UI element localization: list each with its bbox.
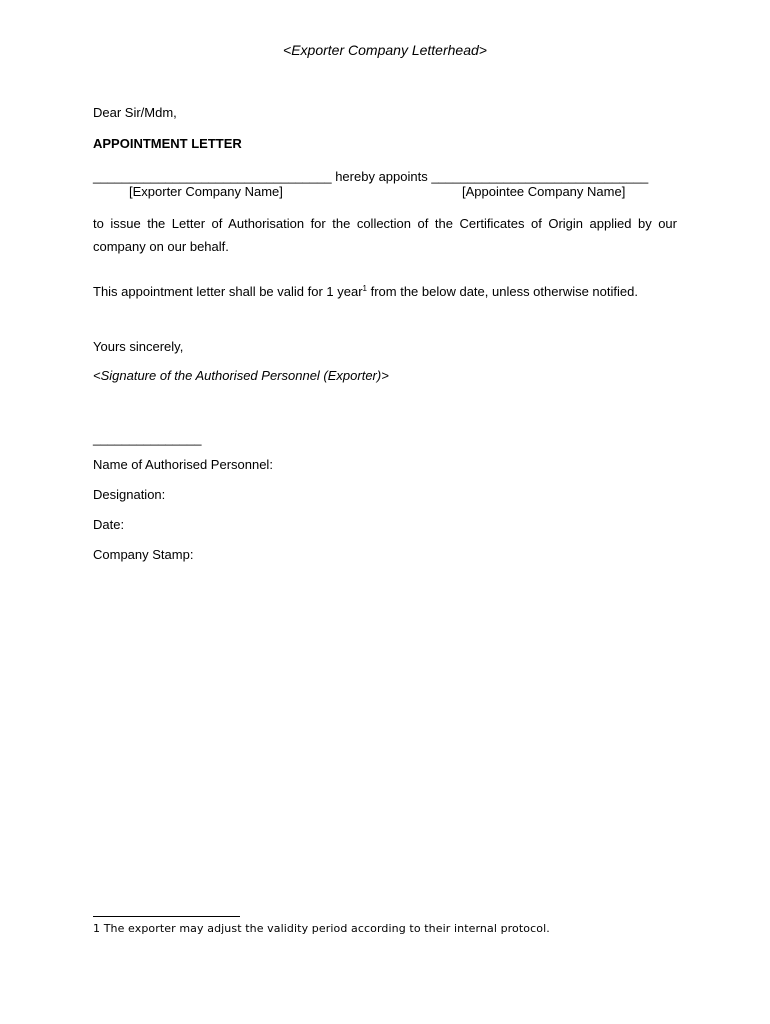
signature-line: _______________ xyxy=(93,431,202,446)
letter-heading: APPOINTMENT LETTER xyxy=(93,136,242,151)
validity-text-after: from the below date, unless otherwise notified. xyxy=(366,284,638,299)
closing: Yours sincerely, xyxy=(93,339,184,354)
field-designation-label: Designation: xyxy=(93,487,166,502)
field-name-label: Name of Authorised Personnel: xyxy=(93,457,273,472)
exporter-name-label: [Exporter Company Name] xyxy=(129,184,283,199)
appointee-name-blank: ______________________________ xyxy=(431,169,649,184)
field-date-label: Date: xyxy=(93,517,125,532)
validity-text-before: This appointment letter shall be valid for 1 year xyxy=(93,284,363,299)
appointment-line xyxy=(93,169,648,184)
footnote-reference: 1 xyxy=(362,284,367,293)
body-paragraph: to issue the Letter of Authorisation for the collection of the Certificates of Origin applied by our company on our behalf. xyxy=(93,216,677,254)
field-company-stamp-label: Company Stamp: xyxy=(93,547,194,562)
signature-placeholder: <Signature of the Authorised Personnel (Exporter)> xyxy=(93,368,389,383)
appointment-connector: hereby appoints xyxy=(331,169,432,184)
validity-sentence xyxy=(93,284,638,299)
exporter-name-blank: _________________________________ xyxy=(93,169,332,184)
appointee-name-label: [Appointee Company Name] xyxy=(462,184,626,199)
salutation: Dear Sir/Mdm, xyxy=(93,105,177,120)
letterhead-placeholder: <Exporter Company Letterhead> xyxy=(283,42,487,58)
footnote: 1 The exporter may adjust the validity period according to their internal protocol. xyxy=(93,922,550,935)
footnote-separator xyxy=(93,916,240,917)
